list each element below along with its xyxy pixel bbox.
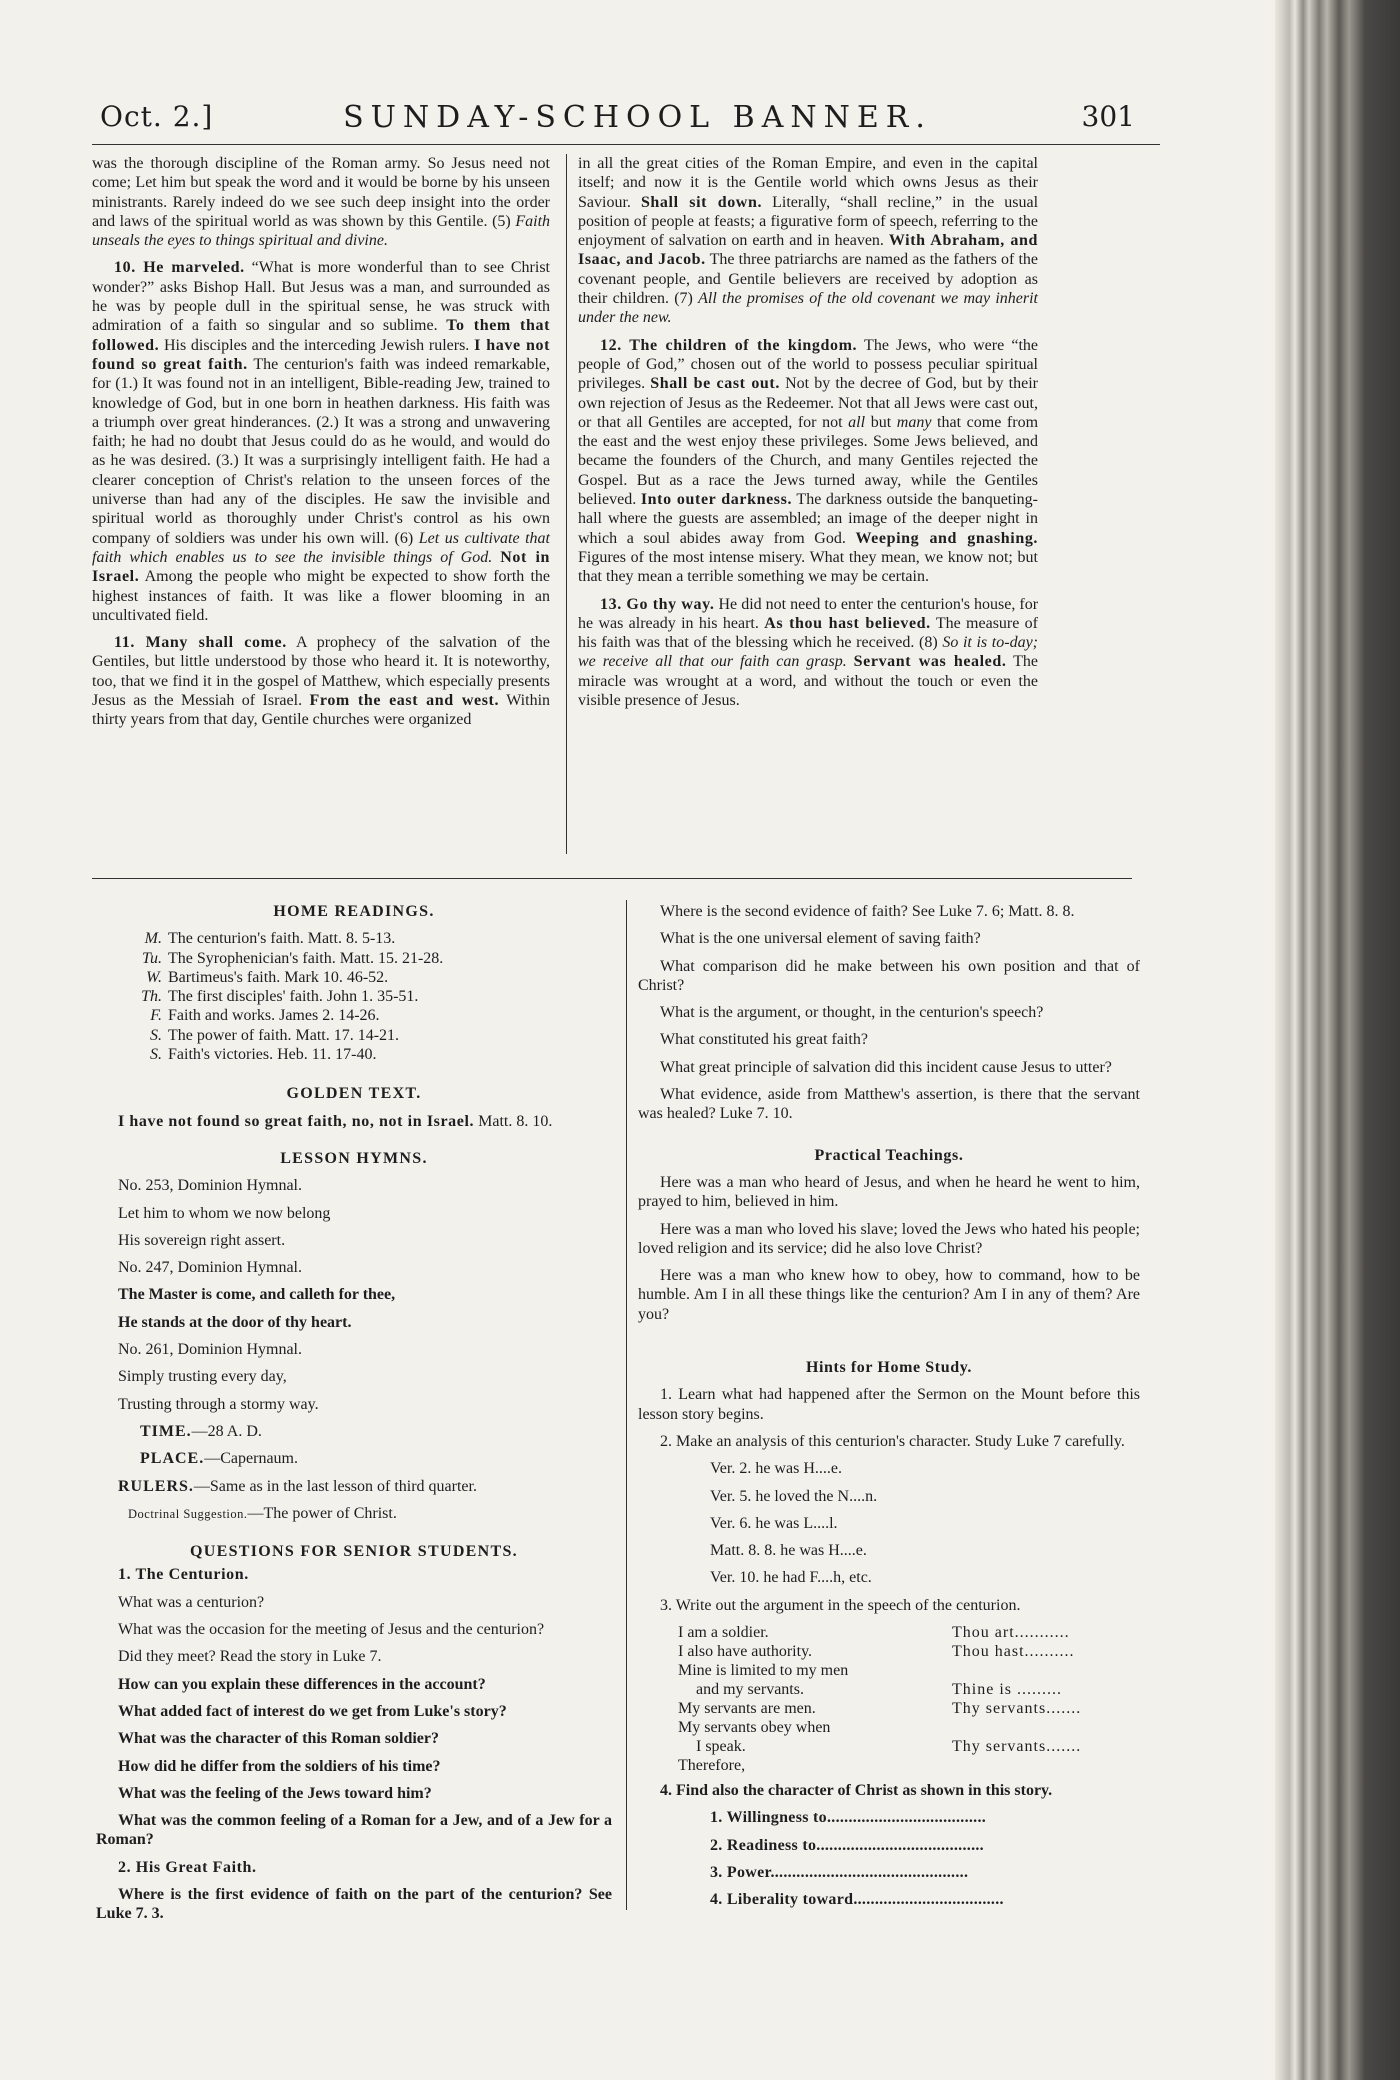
verse-phrase: Not in Israel. (92, 548, 551, 586)
reading-item (96, 949, 612, 968)
commentary-paragraph (578, 154, 1038, 328)
applied-thought: So it is to-day; we receive all that our faith can grasp. (578, 634, 1039, 671)
character-list (688, 1808, 1140, 1909)
golden-text-reference: Matt. 8. 10. (478, 1112, 553, 1130)
applied-thought: Let us cultivate that faith which enables us to see the invisible things of God. (92, 529, 550, 566)
commentary-text: was the thorough discipline of the Roman army. So Jesus need not come; Let him but speak the word and it would be borne by his unseen ministrants. Rarely indeed do we see such deep insight into the order and laws of the spiritual world as was shown by this Gentile. (5) (92, 155, 550, 230)
commentary-text: Among the people who might be expected to show forth the highest instances of faith. It was like a flower blooming in an uncultivated field. (92, 568, 550, 624)
question-list (96, 1593, 612, 1850)
hymn-entry (96, 1176, 612, 1250)
page-number: 301 (1081, 100, 1135, 133)
emphasis: all (848, 413, 866, 431)
verse-phrase: Shall sit down. (640, 193, 763, 211)
reading-item (96, 1045, 612, 1064)
commentary-left-column (92, 154, 550, 738)
argument-table (678, 1623, 1081, 1775)
argument-row (678, 1699, 1081, 1718)
verse-12-note (578, 336, 1038, 587)
verse-11-note (92, 633, 550, 729)
hymn-line: He stands at the door of thy heart. (118, 1313, 352, 1331)
question: How can you explain these differences in the account? (118, 1675, 486, 1693)
question: What great principle of salvation did this incident cause Jesus to utter? (660, 1058, 1112, 1076)
issue-date: Oct. 2.] (100, 100, 214, 133)
lesson-place (96, 1449, 612, 1468)
practical-teaching: Here was a man who knew how to obey, how to command, how to be humble. Am I in all these things like the centurion? Am I in any of them? Are you? (638, 1267, 1140, 1323)
reading-text: The Syrophenician's faith. Matt. 15. 21-28. (168, 949, 444, 967)
argument-premise: I also have authority. (678, 1643, 813, 1661)
practical-teachings-heading: Practical Teachings. (814, 1146, 964, 1164)
reading-text: Bartimeus's faith. Mark 10. 46-52. (168, 968, 389, 986)
commentary-text: The three patriarchs are named as the fathers of the covenant people, and Gentile believers are received by adoption as their children. (7) (578, 251, 1038, 308)
question: What comparison did he make between his own position and that of Christ? (638, 957, 1140, 994)
fact-value: —The power of Christ. (247, 1504, 397, 1522)
question: What was the common feeling of a Roman for a Jew, and of a Jew for a Roman? (96, 1812, 612, 1849)
question-section-title: 1. The Centurion. (118, 1566, 249, 1584)
verse-phrase: Servant was healed. (853, 653, 1007, 671)
argument-row (678, 1623, 1081, 1642)
header-rule (92, 144, 1160, 145)
doctrinal-suggestion (96, 1504, 612, 1524)
reading-day: W. (146, 968, 162, 986)
argument-blank (952, 1718, 1081, 1737)
reading-item (96, 1026, 612, 1045)
reading-text: The first disciples' faith. John 1. 35-51. (168, 988, 419, 1006)
applied-thought: Faith unseals the eyes to things spiritual and divine. (92, 212, 551, 250)
reading-day: M. (144, 930, 162, 948)
verse-phrase: As thou hast believed. (764, 614, 931, 632)
questions-heading: QUESTIONS FOR SENIOR STUDENTS. (190, 1543, 518, 1561)
verse-phrase: Weeping and gnashing. (855, 529, 1039, 547)
fact-value: —Same as in the last lesson of third quarter. (193, 1477, 477, 1495)
argument-premise: and my servants. (696, 1681, 804, 1699)
commentary-text: Figures of the most intense misery. What they mean, we know not; but that they mean a terrible something we may be certain. (578, 548, 1038, 586)
fact-label: Doctrinal Suggestion. (128, 1506, 248, 1521)
commentary-text: that come from the east and the west enjoy these privileges. Some Jews believed, and became the founders of the Church, and many Gentiles rejected the Gospel. But as a race the Jews turned away, while the Gentiles believed. (578, 413, 1039, 509)
commentary-text: Literally, “shall recline,” in the usual position of people at feasts; a figurative form of speech, referring to the enjoyment of salvation on earth and in heaven. (578, 193, 1039, 250)
question: What evidence, aside from Matthew's assertion, is there that the servant was healed? Luke 7. 10. (638, 1086, 1140, 1123)
argument-premise: My servants obey when (678, 1719, 831, 1737)
applied-thought: All the promises of the old covenant we may inherit under the new. (578, 290, 1038, 327)
verse-phrase: With Abraham, and Isaac, and Jacob. (578, 232, 1039, 269)
reading-text: Faith and works. James 2. 14-26. (168, 1007, 380, 1025)
reading-day: S. (150, 1046, 162, 1064)
character-item: 2. Readiness to....................................... (710, 1836, 984, 1854)
reading-text: The centurion's faith. Matt. 8. 5-13. (168, 930, 396, 948)
commentary-text: Within thirty years from that day, Gentile churches were organized (92, 692, 551, 729)
argument-blank (952, 1661, 1081, 1680)
reading-day: Tu. (141, 949, 162, 967)
argument-row (678, 1718, 1081, 1737)
golden-text-quote: I have not found so great faith, no, not in Israel. (118, 1112, 475, 1130)
verse-phrase: I have not found so great faith. (92, 336, 551, 373)
argument-premise: Mine is limited to my men (678, 1662, 849, 1680)
verse-phrase: To them that followed. (92, 317, 551, 354)
golden-text (96, 1112, 612, 1131)
verse-clue: Ver. 5. he loved the N....n. (710, 1487, 878, 1505)
argument-blank: Thy servants....... (952, 1700, 1082, 1718)
column-divider (626, 900, 627, 1910)
question: What is the argument, or thought, in the centurion's speech? (660, 1004, 1044, 1022)
reading-item (96, 1006, 612, 1025)
question: How did he differ from the soldiers of his time? (118, 1757, 441, 1775)
question: What was the feeling of the Jews toward him? (118, 1784, 432, 1802)
hymn-line: Let him to whom we now belong (118, 1204, 331, 1222)
fact-label: TIME. (140, 1422, 192, 1440)
reading-item (96, 987, 612, 1006)
verse-clue: Ver. 2. he was H....e. (710, 1460, 842, 1478)
verse-heading: 13. Go thy way. (600, 595, 715, 613)
commentary-text: A prophecy of the salvation of the Gentiles, but little understood by those who heard it. It is noteworthy, too, that we find it in the gospel of Matthew, which especially presents Jesus as the Messiah of Israel. (92, 634, 550, 710)
hymn-line: The Master is come, and calleth for thee, (118, 1286, 396, 1304)
fact-label: RULERS. (118, 1477, 194, 1495)
commentary-text: Not by the decree of God, but by their own rejection of Jesus as the Redeemer. Not that all Jews were cast out, or that all Gentiles are accepted, for not (578, 375, 1039, 431)
fact-label: PLACE. (140, 1450, 205, 1468)
question: What constituted his great faith? (660, 1031, 868, 1049)
lesson-rulers (96, 1477, 612, 1496)
commentary-text: He did not need to enter the centurion's house, for he was already in his heart. (578, 595, 1039, 632)
hints-heading: Hints for Home Study. (805, 1359, 973, 1377)
question: What was the character of this Roman soldier? (118, 1730, 440, 1748)
hymn-line: His sovereign right assert. (118, 1231, 286, 1249)
fact-value: —28 A. D. (191, 1422, 262, 1440)
commentary-paragraph (92, 154, 550, 250)
reading-day: F. (150, 1007, 162, 1025)
publication-title: SUNDAY-SCHOOL BANNER. (343, 100, 932, 135)
argument-blank: Thou hast.......... (952, 1643, 1075, 1661)
book-page-edges (1275, 0, 1400, 2080)
practical-teaching: Here was a man who loved his slave; loved the Jews who hated his people; loved religion and its service; did he also love Christ? (638, 1220, 1140, 1257)
hymn-entry (96, 1340, 612, 1414)
running-head (0, 100, 1275, 140)
character-item: 1. Willingness to..................................... (710, 1809, 987, 1827)
argument-row (678, 1680, 1081, 1699)
section-rule (92, 878, 1132, 879)
verse-phrase: From the east and west. (309, 692, 500, 710)
question: Where is the first evidence of faith on the part of the centurion? See Luke 7. 3. (96, 1885, 612, 1923)
argument-blank: Thine is ......... (952, 1681, 1062, 1699)
hymn-entry (96, 1258, 612, 1332)
commentary-text: but (870, 413, 892, 431)
verse-heading: 11. Many shall come. (114, 634, 287, 652)
argument-row (678, 1642, 1081, 1661)
verse-clue: Ver. 10. he had F....h, etc. (710, 1569, 872, 1587)
question: Where is the second evidence of faith? See Luke 7. 6; Matt. 8. 8. (660, 903, 1075, 920)
hint: 4. Find also the character of Christ as shown in this story. (660, 1782, 1053, 1800)
commentary-text: The centurion's faith was indeed remarkable, for (1.) It was found not in an intelligent, Bible-reading Jew, trained to knowledge of God, but in one born in heathen darkness. His faith was a triumph over great hinderances. (2.) It was a strong and unwavering faith; he had no doubt that Jesus could do as he would, and would do as he was desired. (3.) It was a surprisingly intelligent faith. He had a clearer conception of Christ's relation to the unseen forces of the universe than had any of the disciples. He saw the invisible and spiritual world as thoroughly under Christ's control as his own company of soldiers was under his own will. (6) (92, 355, 550, 547)
commentary-right-column (578, 154, 1038, 718)
fact-value: —Capernaum. (204, 1450, 298, 1468)
argument-premise: My servants are men. (678, 1700, 816, 1718)
commentary-text: The miracle was wrought at a word, and without the touch or even the visible presence of Jesus. (578, 653, 1038, 710)
question-section-title: 2. His Great Faith. (118, 1858, 257, 1876)
argument-row (678, 1756, 1081, 1775)
verse-13-note (578, 595, 1038, 711)
commentary-text: The measure of his faith was that of the blessing which he received. (8) (578, 614, 1039, 652)
question: What added fact of interest do we get from Luke's story? (118, 1702, 507, 1720)
verse-phrase: Shall be cast out. (650, 375, 780, 393)
hint: 3. Write out the argument in the speech of the centurion. (660, 1596, 1021, 1614)
lesson-helps-left-column (96, 894, 612, 1932)
reading-day: Th. (141, 988, 162, 1006)
emphasis: many (896, 413, 932, 431)
commentary-text: in all the great cities of the Roman Empire, and even in the capital itself; and now it is the Gentile world which owns Jesus as their Saviour. (578, 155, 1038, 211)
reading-item (96, 968, 612, 987)
golden-text-heading: GOLDEN TEXT. (286, 1085, 422, 1103)
verse-heading: 10. He marveled. (114, 259, 245, 277)
hymn-line: Simply trusting every day, (118, 1368, 287, 1386)
verse-heading: 12. The children of the kingdom. (600, 336, 858, 354)
verse-clue: Matt. 8. 8. he was H....e. (710, 1542, 867, 1560)
argument-premise: I speak. (696, 1738, 746, 1756)
argument-premise: I am a soldier. (678, 1624, 769, 1642)
home-readings-list (96, 929, 612, 1064)
hymn-line: Trusting through a stormy way. (118, 1395, 319, 1413)
practical-teaching: Here was a man who heard of Jesus, and when he heard he went to him, prayed to him, believed in him. (638, 1173, 1140, 1211)
commentary-text: “What is more wonderful than to see Christ wonder?” asks Bishop Hall. But Jesus was a man, and surrounded as he was by people dull in the spiritual sense, he was struck with admiration of a faith so singular and so sublime. (92, 259, 550, 335)
commentary-text: The darkness outside the banqueting-hall where the guests are assembled; an image of the deeper night in which a soul abides away from God. (578, 491, 1039, 547)
hint: 2. Make an analysis of this centurion's character. Study Luke 7 carefully. (660, 1432, 1125, 1450)
reading-text: Faith's victories. Heb. 11. 17-40. (168, 1046, 377, 1064)
question: What is the one universal element of saving faith? (660, 930, 981, 948)
character-item: 4. Liberality toward................................... (710, 1891, 1004, 1909)
verse-phrase: Into outer darkness. (640, 491, 793, 509)
hint: 1. Learn what had happened after the Sermon on the Mount before this lesson story begins. (638, 1386, 1140, 1423)
home-readings-heading: HOME READINGS. (273, 903, 435, 920)
lesson-hymns-heading: LESSON HYMNS. (280, 1149, 428, 1167)
question: What was the occasion for the meeting of Jesus and the centurion? (118, 1621, 545, 1639)
lesson-helps-right-column (638, 902, 1140, 1918)
commentary-text: His disciples and the interceding Jewish rulers. (163, 336, 470, 354)
reading-text: The power of faith. Matt. 17. 14-21. (168, 1026, 400, 1044)
verse-clues (688, 1459, 1140, 1587)
argument-row (678, 1737, 1081, 1756)
question-list (638, 902, 1140, 1124)
commentary-text: The Jews, who were “the people of God,” chosen out of the world to possess peculiar spiritual privileges. (578, 336, 1038, 393)
argument-blank: Thy servants....... (952, 1738, 1082, 1756)
column-divider (566, 154, 567, 854)
reading-item (96, 929, 612, 948)
argument-premise: Therefore, (678, 1757, 746, 1775)
hymn-number: No. 253, Dominion Hymnal. (118, 1177, 302, 1195)
verse-10-note (92, 258, 550, 625)
lesson-time (96, 1422, 612, 1441)
question: Did they meet? Read the story in Luke 7. (118, 1648, 382, 1666)
argument-row (678, 1661, 1081, 1680)
hymn-number: No. 247, Dominion Hymnal. (118, 1259, 302, 1277)
hymn-number: No. 261, Dominion Hymnal. (118, 1341, 302, 1359)
verse-clue: Ver. 6. he was L....l. (710, 1514, 838, 1532)
argument-blank: Thou art........... (952, 1624, 1070, 1642)
argument-blank (952, 1756, 1081, 1775)
character-item: 3. Power.............................................. (710, 1863, 969, 1881)
question: What was a centurion? (118, 1593, 265, 1611)
reading-day: S. (150, 1026, 162, 1044)
